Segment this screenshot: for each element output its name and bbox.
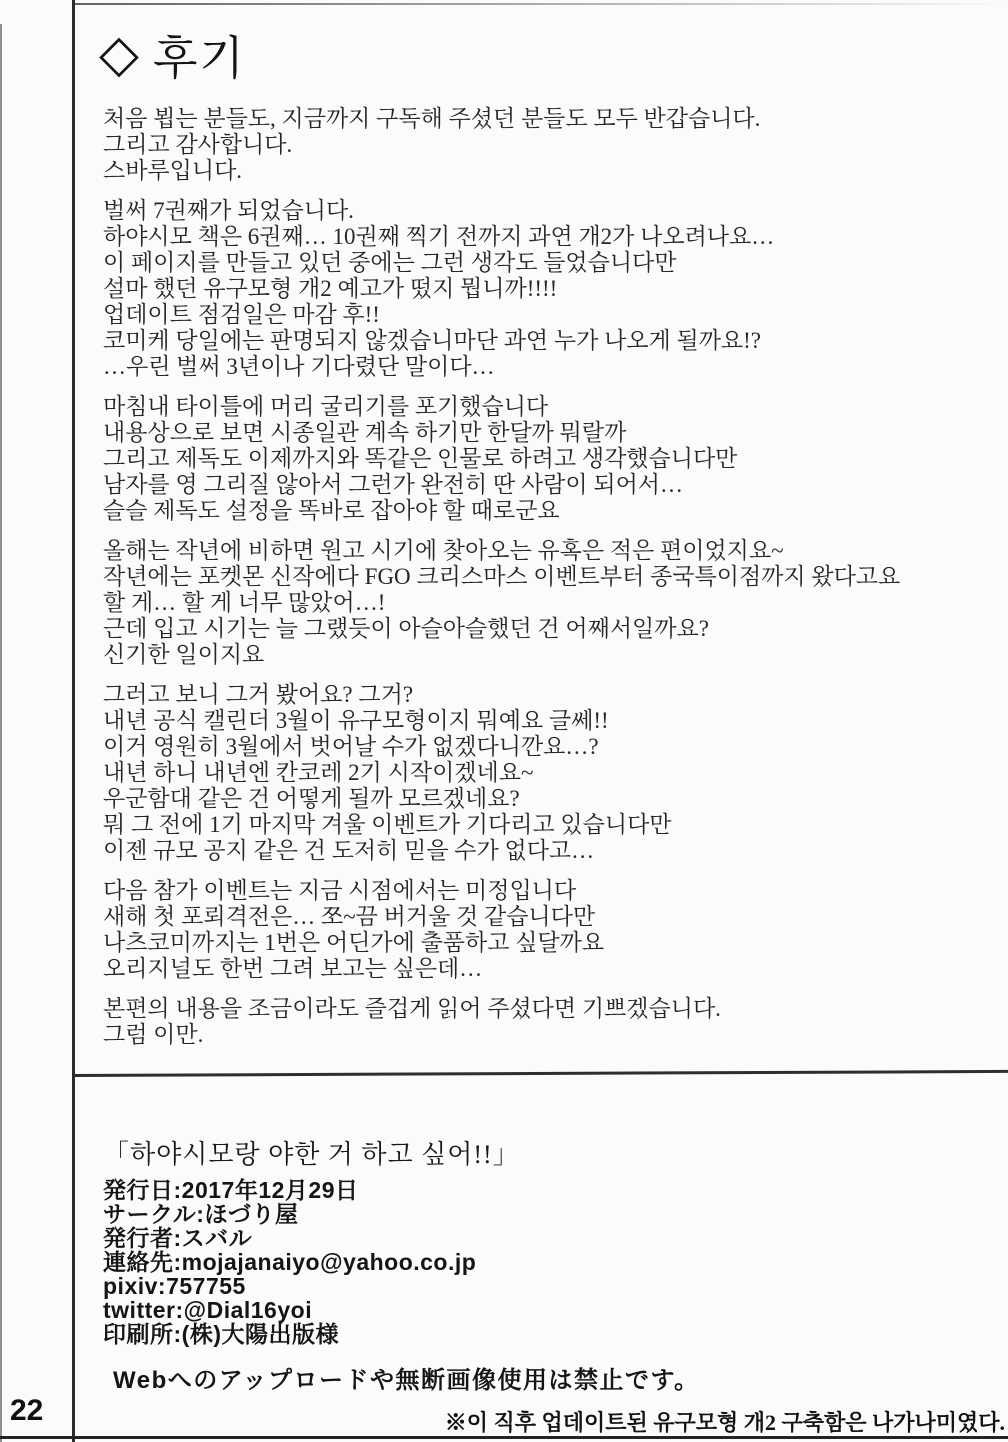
paragraph — [103, 996, 998, 1048]
text-line: 그러고 보니 그거 봤어요? 그거? — [103, 682, 414, 707]
colophon-line: pixiv:757755 — [103, 1273, 246, 1299]
colophon-line: 発行者:スバル — [103, 1225, 253, 1251]
text-line: 올해는 작년에 비하면 원고 시기에 찾아오는 유혹은 적은 편이었지요~ — [103, 538, 784, 563]
text-line: 남자를 영 그리질 않아서 그런가 완전히 딴 사람이 되어서… — [103, 472, 684, 497]
page-title-text: 후기 — [153, 33, 246, 84]
text-line: 그럼 이만. — [103, 1022, 204, 1047]
paragraph — [103, 394, 998, 524]
page-title — [99, 22, 246, 88]
paragraph — [103, 198, 998, 380]
text-line: 이 페이지를 만들고 있던 중에는 그런 생각도 들었습니다만 — [103, 250, 677, 275]
diamond-icon: ◇ — [99, 26, 141, 83]
colophon-lines — [103, 1178, 998, 1346]
text-line: 이거 영원히 3월에서 벗어날 수가 없겠다니깐요…? — [103, 734, 599, 759]
paragraph — [103, 682, 998, 864]
colophon-line: サークル:ほづり屋 — [103, 1201, 299, 1227]
text-line: 근데 입고 시기는 늘 그랬듯이 아슬아슬했던 건 어째서일까요? — [103, 616, 709, 641]
text-line: 오리지널도 한번 그려 보고는 싶은데… — [103, 956, 483, 981]
page-number: 22 — [10, 1394, 44, 1427]
text-line: 본편의 내용을 조금이라도 즐겁게 읽어 주셨다면 기쁘겠습니다. — [103, 996, 721, 1021]
text-line: 우군함대 같은 건 어떻게 될까 모르겠네요? — [103, 786, 520, 811]
text-line: 그리고 감사합니다. — [103, 132, 293, 157]
text-line: 처음 뵙는 분들도, 지금까지 구독해 주셨던 분들도 모두 반갑습니다. — [103, 106, 761, 131]
text-line: 새해 첫 포뢰격전은… 쪼~끔 버거울 것 같습니다만 — [103, 904, 596, 929]
colophon-line: 発行日:2017年12月29日 — [103, 1177, 359, 1203]
text-line: 마침내 타이틀에 머리 굴리기를 포기했습니다 — [103, 394, 549, 419]
colophon-line: 連絡先:mojajanaiyo@yahoo.co.jp — [103, 1249, 477, 1275]
text-line: 작년에는 포켓몬 신작에다 FGO 크리스마스 이벤트부터 종국특이점까지 왔다고요 — [103, 564, 901, 589]
text-line: 코미케 당일에는 판명되지 않겠습니마단 과연 누가 나오게 될까요!? — [103, 328, 762, 353]
footnote: ※이 직후 업데이트된 유구모형 개2 구축함은 나가나미였다. — [444, 1410, 1005, 1435]
colophon-separator-line — [75, 1070, 1008, 1077]
upload-warning: Webへのアップロードや無断画像使用は禁止です。 — [113, 1367, 700, 1394]
text-line: 다음 참가 이벤트는 지금 시점에서는 미정입니다 — [103, 878, 577, 903]
text-line: 슬슬 제독도 설정을 똑바로 잡아야 할 때로군요 — [103, 498, 560, 523]
paragraph — [103, 878, 998, 982]
text-line: 하야시모 책은 6권째… 10권째 찍기 전까지 과연 개2가 나오려나요… — [103, 224, 775, 249]
text-line: 업데이트 점검일은 마감 후!! — [103, 302, 380, 327]
text-line: 할 게… 할 게 너무 많았어…! — [103, 590, 386, 615]
bottom-border-line — [0, 1436, 1008, 1439]
text-line: 이젠 규모 공지 같은 건 도저히 믿을 수가 없다고… — [103, 838, 595, 863]
text-line: 신기한 일이지요 — [103, 642, 265, 667]
text-line: 그리고 제독도 이제까지와 똑같은 인물로 하려고 생각했습니다만 — [103, 446, 738, 471]
text-line: 나츠코미까지는 1번은 어딘가에 출품하고 싶달까요 — [103, 930, 605, 955]
text-line: 설마 했던 유구모형 개2 예고가 떴지 뭡니까!!!! — [103, 276, 558, 301]
text-line: 내년 공식 캘린더 3월이 유구모형이지 뭐예요 글쎄!! — [103, 708, 609, 733]
book-title: 「하야시모랑 야한 거 하고 싶어!!」 — [103, 1140, 520, 1169]
colophon-line: twitter:@Dial16yoi — [103, 1297, 313, 1323]
text-line: …우린 벌써 3년이나 기다렸단 말이다… — [103, 354, 495, 379]
text-line: 뭐 그 전에 1기 마지막 겨울 이벤트가 기다리고 있습니다만 — [103, 812, 672, 837]
top-border-line — [75, 3, 1008, 5]
colophon — [103, 1134, 998, 1395]
paragraph — [103, 538, 998, 668]
left-border-line — [72, 0, 75, 1442]
paragraph — [103, 106, 998, 184]
scan-edge-line — [0, 24, 2, 1442]
text-line: 스바루입니다. — [103, 158, 243, 183]
text-line: 벌써 7권째가 되었습니다. — [103, 198, 354, 223]
text-line: 내년 하니 내년엔 칸코레 2기 시작이겠네요~ — [103, 760, 534, 785]
colophon-line: 印刷所:(株)大陽出版様 — [103, 1321, 339, 1347]
afterword-body — [103, 106, 998, 1062]
text-line: 내용상으로 보면 시종일관 계속 하기만 한달까 뭐랄까 — [103, 420, 627, 445]
